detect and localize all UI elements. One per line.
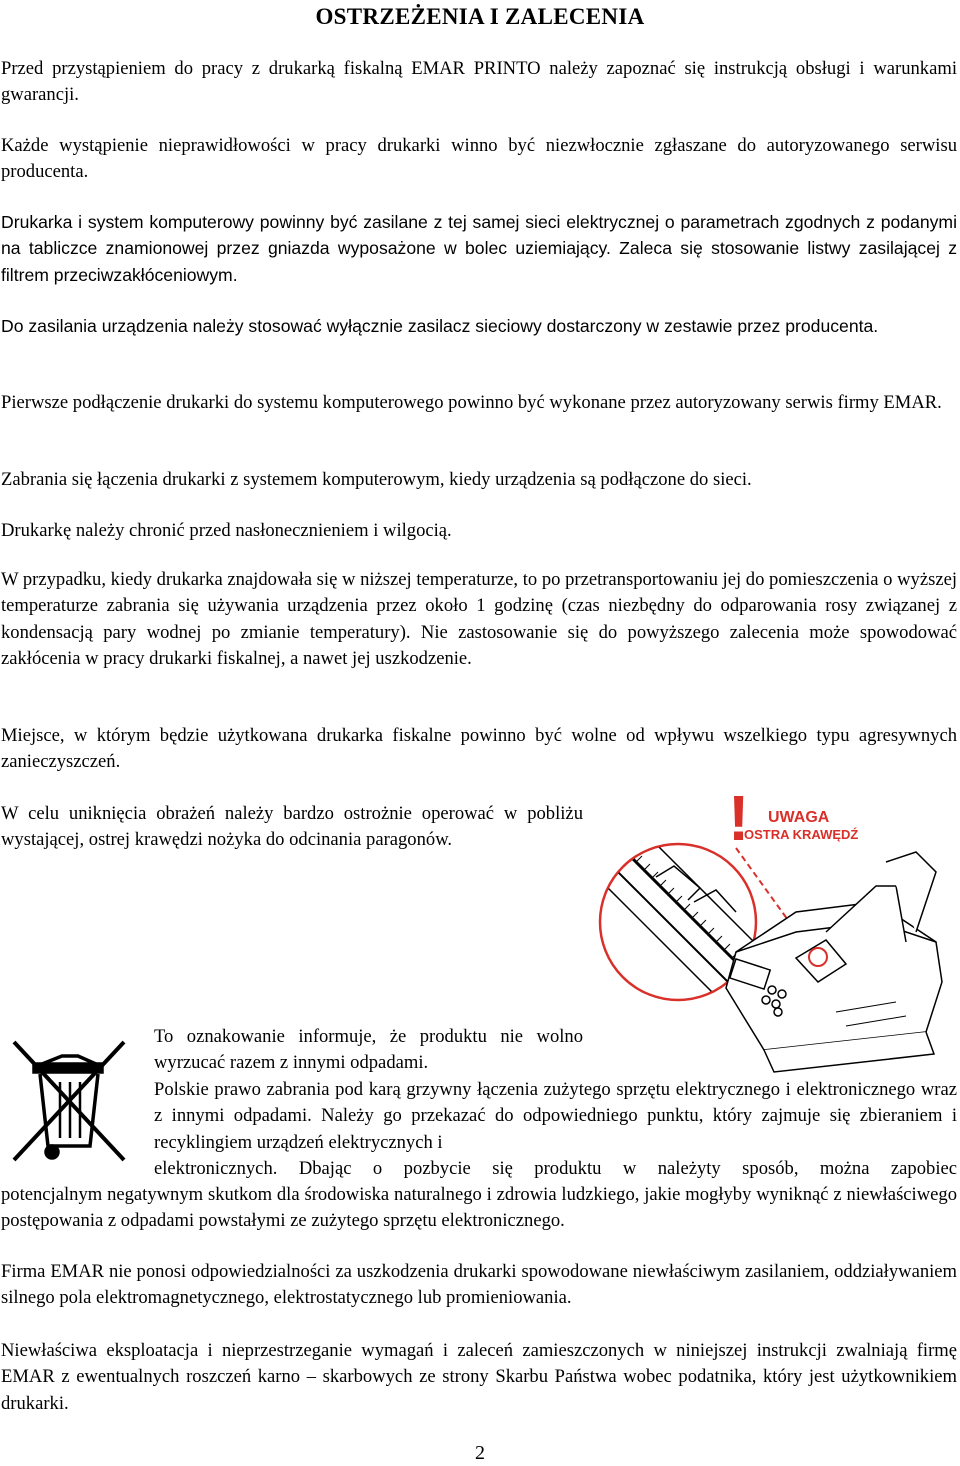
paragraph-contamination: Miejsce, w którym będzie użytkowana drukarka fiskalne powinno być wolne od wpływu wszelkiego typu agresywnych zanieczyszczeń. [1, 725, 957, 773]
page-number: 2 [475, 1442, 485, 1464]
exclamation-icon: ! [728, 782, 750, 854]
paragraph-misuse: Niewłaściwa eksploatacja i nieprzestrzeganie wymagań i zaleceń zamieszczonych w niniejszej instrukcji zwalniają firmę EMAR z ewentualnych roszczeń karno – skarbowych ze strony Skarbu Państwa wobec podatnika, który jest użytkownikiem drukarki. [1, 1340, 957, 1414]
paragraph-power-supply: Drukarka i system komputerowy powinny być zasilane z tej samej sieci elektrycznej o parametrach zgodnych z podanymi na tabliczce znamionowej przez gniazda wyposażone w bolec uziemiający. Zaleca się stosowanie listwy zasilającej z filtrem przeciwzakłóceniowym. [1, 212, 957, 285]
paragraph-sun-moisture: Drukarkę należy chronić przed nasłonecznieniem i wilgocią. [1, 520, 452, 541]
crossed-out-wheelie-bin-icon [8, 1034, 130, 1166]
paragraph-temperature: W przypadku, kiedy drukarka znajdowała się w niższej temperaturze, to po przetransportowaniu jej do pomieszczenia o wyższej temperaturze zabrania się używania urządzenia przez około 1 godzinę (czas niezbędny do odparowania rosy związanej z kondensacją pary wodnej po zmianie temperatury). Nie zastosowanie się do powyższego zalecenia może spowodować zakłócenia w pracy drukarki fiskalnej, a nawet jej uszkodzenie. [1, 569, 957, 669]
paragraph-connection-ban: Zabrania się łączenia drukarki z systemem komputerowym, kiedy urządzenia są podłączone do sieci. [1, 469, 752, 490]
paragraph-sharp-edge: W celu uniknięcia obrażeń należy bardzo ostrożnie operować w pobliżu wystającej, ostrej krawędzi nożyka do odcinania paragonów. [1, 803, 583, 851]
printer-icon [726, 852, 942, 1072]
paragraph-weee-law-cont: elektronicznych. Dbając o pozbycie się produktu w należyty sposób, można zapobiec [154, 1158, 957, 1179]
warning-label: UWAGA [768, 809, 830, 826]
page-title: OSTRZEŻENIA I ZALECENIA [315, 4, 645, 29]
paragraph-first-connection: Pierwsze podłączenie drukarki do systemu komputerowego powinno być wykonane przez autoryzowany serwis firmy EMAR. [1, 392, 942, 413]
paragraph-weee-effects: potencjalnym negatywnym skutkom dla środowiska naturalnego i zdrowia ludzkiego, jakie mogłyby wyniknąć z niewłaściwego postępowania z odpadami powstałymi ze zużytego sprzętu elektronicznego. [1, 1184, 957, 1232]
paragraph-read-manual: Przed przystąpieniem do pracy z drukarką fiskalną EMAR PRINTO należy zapoznać się instrukcją obsługi i warunkami gwarancji. [1, 58, 957, 106]
paragraph-weee-law: Polskie prawo zabrania pod karą grzywny łączenia zużytego sprzętu elektrycznego i elektronicznego wraz z innymi odpadami. Należy go przekazać do odpowiedniego punktu, który zajmuje się zbieraniem i recyklingiem urządzeń elektrycznych i [154, 1079, 957, 1153]
sharp-edge-label: OSTRA KRAWĘDŹ [744, 827, 859, 842]
paragraph-weee-mark: To oznakowanie informuje, że produktu nie wolno wyrzucać razem z innymi odpadami. [154, 1026, 583, 1074]
paragraph-liability: Firma EMAR nie ponosi odpowiedzialności za uszkodzenia drukarki spowodowane niewłaściwym zasilaniem, oddziaływaniem silnego pola elektromagnetycznego, elektrostatycznego lub promieniowania. [1, 1261, 957, 1309]
printer-sharp-edge-figure [596, 782, 960, 1074]
paragraph-report-faults: Każde wystąpienie nieprawidłowości w pracy drukarki winno być niezwłocznie zgłaszane do autoryzowanego serwisu producenta. [1, 135, 957, 183]
paragraph-adapter: Do zasilania urządzenia należy stosować wyłącznie zasilacz sieciowy dostarczony w zestawie przez producenta. [1, 316, 879, 336]
